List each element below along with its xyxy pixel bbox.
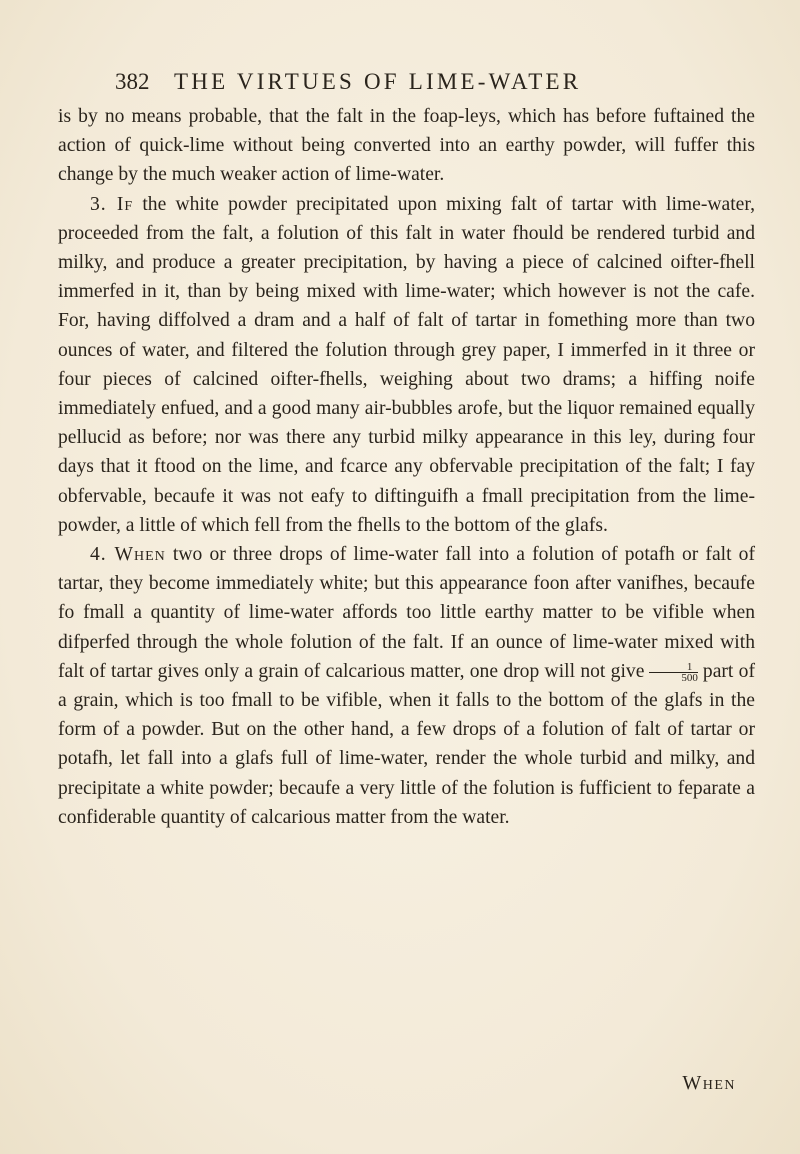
paragraph-3 xyxy=(58,190,755,540)
running-header xyxy=(115,68,711,96)
paragraph-4-lead: 4. When xyxy=(90,544,166,566)
paragraph-3-lead: 3. If xyxy=(90,193,134,215)
fraction-numerator: 1 xyxy=(649,662,698,673)
paragraph-3-text: the white powder precipitated upon mixing falt of tartar with lime-water, proceeded from the falt, a folution of this falt in water fhould be rendered turbid and milky, and produce a greater precipitation, by having a piece of calcined oifter-fhell immerfed in it, than by being mixed with lime-water; which however is not the cafe. For, having diffolved a dram and a half of falt of tartar in fomething more than two ounces of water, and filtered the folution through grey paper, I immerfed in it three or four pieces of calcined oifter-fhells, weighing about two drams; a hiffing noife immediately enfued, and a good many air-bubbles arofe, but the liquor remained equally pellucid as before; nor was there any turbid milky appearance in this ley, during four days that it ftood on the lime, and fcarce any obfervable precipitation of the falt; I fay obfervable, becaufe it was not eafy to diftinguifh a fmall precipitation from the lime-powder, a little of which fell from the fhells to the bottom of the glafs. xyxy=(58,193,755,536)
running-title: THE VIRTUES OF LIME-WATER xyxy=(174,69,582,94)
paragraph-4-text-b: part of a grain, which is too fmall to be vifible, when it falls to the bottom of the glafs in the form of a powder. But on the other hand, a few drops of a folution of falt of tartar or potafh, let fall into a glafs full of lime-water, render the whole turbid and milky, and precipitate a white powder; becaufe a very little of the folution is fufficient to feparate a confiderable quantity of calcarious matter from the water. xyxy=(58,660,755,828)
page-number: 382 xyxy=(115,69,150,94)
fraction xyxy=(649,662,698,683)
paragraph-4-text-a: two or three drops of lime-water fall into a folution of potafh or falt of tartar, they become immediately white; but this appearance foon after vanifhes, becaufe fo fmall a quantity of lime-water affords too little earthy matter to be vifible when difperfed through the whole folution of the falt. If an ounce of lime-water mixed with falt of tartar gives only a grain of calcarious matter, one drop will not give xyxy=(58,544,756,682)
fraction-denominator: 500 xyxy=(681,671,698,684)
paragraph-4 xyxy=(58,540,755,832)
body-text xyxy=(58,102,755,832)
paragraph-continuation: is by no means probable, that the falt in the foap-leys, which has before fuftained the action of quick-lime without being converted into an earthy powder, will fuffer this change by the much weaker action of lime-water. xyxy=(58,106,755,186)
catchword: When xyxy=(682,1072,736,1094)
